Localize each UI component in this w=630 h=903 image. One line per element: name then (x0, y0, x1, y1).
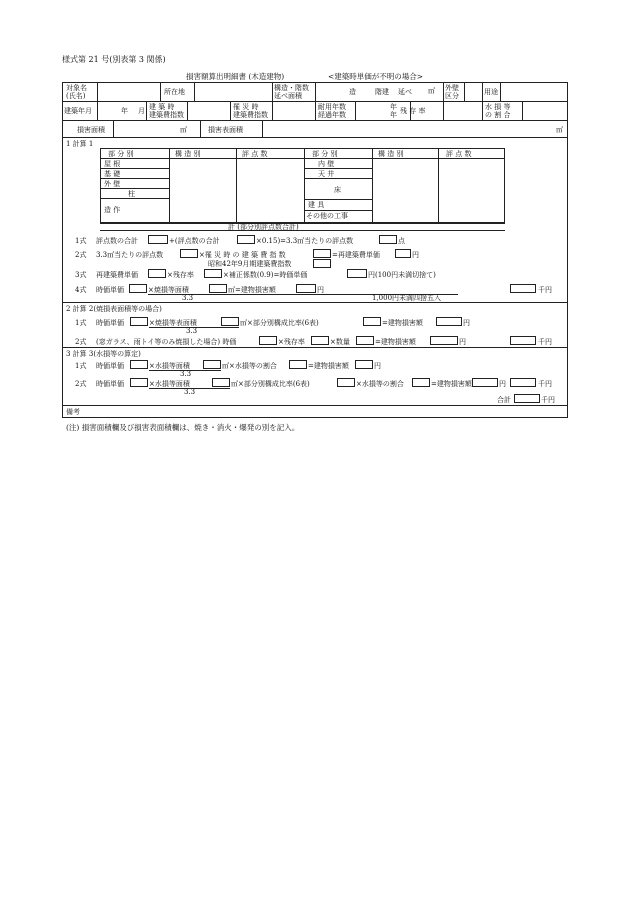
part-floor: 床 (334, 186, 341, 194)
c2-f2-a: (窓ガラス、雨トイ等のみ焼損した場合) 時価 (96, 338, 237, 346)
m2-unit: ㎡ (428, 87, 435, 95)
calc3-heading: 3 計算 3(水損等の算定) (66, 350, 141, 358)
year-label: 年 (121, 107, 128, 115)
input-box[interactable] (204, 269, 222, 278)
damage-area-label: 損害面積 (77, 126, 105, 134)
c3-f1-e: 円 (374, 362, 381, 370)
water-label-2: の 割 合 (485, 111, 511, 119)
input-box[interactable] (209, 284, 227, 293)
form-number: 様式第 21 号(別表第 3 関係) (62, 55, 166, 64)
location-label: 所在地 (164, 88, 185, 96)
input-box[interactable] (313, 259, 331, 268)
c1-f3-b: ×残存率 (167, 271, 194, 279)
part-roof: 屋 根 (104, 160, 121, 168)
structure-label: 構造・階数 (274, 84, 309, 92)
c3-f2-e: =建物損害額 (431, 380, 472, 388)
input-box[interactable] (347, 269, 367, 278)
calc2-heading: 2 計算 2(焼損表面積等の場合) (66, 305, 162, 313)
input-box[interactable] (130, 360, 148, 369)
c1-f1-d: 点 (398, 237, 405, 245)
c1-f2-d: 円 (412, 251, 419, 259)
input-box[interactable] (412, 378, 430, 387)
input-box[interactable] (130, 317, 148, 326)
sum-label: 合計 (497, 396, 511, 404)
c1-f1-c: ×0.15)=3.3㎡当たりの評点数 (256, 237, 354, 245)
c1-f2-sub: 昭和42年9月期建築費指数 (208, 260, 292, 268)
c3-f2-no: 2式 (75, 380, 87, 388)
part-door: 建 具 (308, 201, 325, 209)
c3-f2-a: 時価単価 (96, 380, 124, 388)
part-outer-wall: 外 壁 (104, 180, 121, 188)
part-ceiling: 天 井 (318, 170, 335, 178)
nobe-label: 延べ (398, 88, 412, 96)
water-label: 水 損 等 (485, 103, 511, 111)
c1-f2-a: 3.3㎡当たりの評点数 (96, 251, 164, 259)
c1-f4-round: 1,000円未満四捨五入 (372, 294, 442, 302)
kai-label: 階建 (375, 88, 389, 96)
input-box[interactable] (289, 360, 307, 369)
c2-f1-e: 円 (463, 319, 470, 327)
c3-f2-33: 3.3 (184, 388, 196, 396)
c1-f1-a: 評点数の合計 (96, 237, 138, 245)
m2-unit-b: ㎡ (556, 126, 563, 134)
input-box[interactable] (514, 394, 540, 403)
c3-f1-d: =建物損害額 (308, 362, 349, 370)
owner-label: 対象名 (66, 84, 87, 92)
m2-unit-a: ㎡ (180, 126, 187, 134)
c1-f3-no: 3式 (75, 271, 87, 279)
c1-f4-33: 3.3 (182, 294, 194, 302)
input-box[interactable] (311, 336, 329, 345)
const-index-label-2: 建築費指数 (149, 111, 184, 119)
c1-f4-d: 円 (317, 286, 324, 294)
c1-f4-no: 4式 (75, 286, 87, 294)
c1-f2-b: ×罹 災 時 の 建 築 費 指 数 (199, 251, 286, 259)
input-box[interactable] (221, 317, 239, 326)
input-box[interactable] (313, 249, 331, 258)
month-label: 月 (138, 107, 145, 115)
th-struct-left: 構 造 別 (175, 150, 201, 158)
input-box[interactable] (296, 284, 316, 293)
input-box[interactable] (259, 336, 277, 345)
c1-f1-b: +(評点数の合計 (169, 237, 220, 245)
owner-label-2: (氏名) (66, 92, 86, 100)
c2-f2-sen: 千円 (538, 338, 552, 346)
input-box[interactable] (355, 360, 373, 369)
input-box[interactable] (472, 378, 498, 387)
input-box[interactable] (510, 336, 536, 345)
c3-f2-f: 円 (499, 380, 506, 388)
input-box[interactable] (510, 284, 536, 293)
c2-f2-c: ×数量 (330, 338, 350, 346)
input-box[interactable] (148, 269, 166, 278)
input-box[interactable] (237, 235, 255, 244)
input-box[interactable] (129, 284, 147, 293)
th-part-right: 部 分 別 (312, 150, 338, 158)
c2-f1-no: 1式 (75, 319, 87, 327)
c1-f3-a: 再建築費単価 (96, 271, 138, 279)
c2-f2-b: ×残存率 (278, 338, 305, 346)
input-box[interactable] (180, 249, 198, 258)
c3-f1-no: 1式 (75, 362, 87, 370)
footnote: (注) 損害面積欄及び損害表面積欄は、焼き・消火・爆発の別を記入。 (66, 423, 300, 432)
c3-f2-b: ×水損等面積 (149, 380, 190, 388)
calc1-heading: 1 計算 1 (66, 140, 94, 148)
sum-unit: 千円 (541, 396, 555, 404)
input-box[interactable] (148, 235, 168, 244)
c2-f1-a: 時価単価 (96, 319, 124, 327)
input-box[interactable] (212, 378, 230, 387)
part-pillar: 柱 (128, 190, 135, 198)
outer-wall-label: 外壁 (445, 84, 459, 92)
year-label-3: 年 (390, 111, 397, 119)
c1-f2-c: =再建築費単価 (332, 251, 380, 259)
remarks-label: 備考 (66, 408, 80, 416)
c3-f1-c: ㎡×水損等の割合 (222, 362, 277, 370)
input-box[interactable] (430, 336, 458, 345)
parts-table (100, 148, 505, 223)
c3-f2-d: ×水損等の割合 (356, 380, 404, 388)
c3-f2-sen: 千円 (538, 380, 552, 388)
c2-f1-b: ×焼損等表面積 (149, 319, 197, 327)
disaster-index-label: 罹 災 時 (233, 103, 259, 111)
input-box[interactable] (395, 249, 411, 258)
c3-f1-33: 3.3 (180, 370, 192, 378)
c3-f1-a: 時価単価 (96, 362, 124, 370)
input-box[interactable] (130, 378, 148, 387)
total-label: 計 (部分別評点数合計) (228, 223, 299, 231)
disaster-index-label-2: 建築費指数 (233, 111, 268, 119)
th-struct-right: 構 造 別 (378, 150, 404, 158)
c1-f3-c: ×補正係数(0.9)=時価単価 (223, 271, 308, 279)
life-label-2: 経過年数 (318, 111, 346, 119)
th-part-left: 部 分 別 (108, 150, 134, 158)
input-box[interactable] (510, 378, 536, 387)
th-score-right: 評 点 数 (446, 150, 472, 158)
c2-f2-e: 円 (459, 338, 466, 346)
c1-f3-d: 円(100円未満切捨て) (368, 271, 436, 279)
c2-f1-c: ㎡×部分別構成比率(6表) (240, 319, 319, 327)
c3-f1-b: ×水損等面積 (149, 362, 190, 370)
c1-f2-no: 2式 (75, 251, 87, 259)
c2-f2-d: =建物損害額 (375, 338, 416, 346)
life-label: 耐用年数 (318, 103, 346, 111)
built-label: 建築年月 (64, 107, 92, 115)
part-foundation: 基 礎 (104, 170, 121, 178)
c1-f4-a: 時価単価 (96, 286, 124, 294)
const-index-label: 建 築 時 (149, 103, 175, 111)
usage-label: 用途 (484, 88, 498, 96)
c3-f2-c: ㎡×部分別構成比率(6表) (231, 380, 310, 388)
part-fixture: 造 作 (104, 206, 121, 214)
c1-f1-no: 1式 (75, 237, 87, 245)
part-other: その他の工事 (306, 212, 348, 220)
input-box[interactable] (203, 360, 221, 369)
form-title: 損害額算出明細書 (木造建物) (186, 72, 285, 81)
structure-label-2: 延べ面積 (274, 92, 302, 100)
year-label-2: 年 (390, 103, 397, 111)
input-box[interactable] (356, 336, 374, 345)
input-box[interactable] (379, 235, 397, 244)
c1-f4-sen: 千円 (538, 286, 552, 294)
zo-label: 造 (349, 88, 356, 96)
residual-label: 残 存 率 (400, 107, 426, 115)
part-inner-wall: 内 壁 (318, 160, 335, 168)
input-box[interactable] (436, 317, 462, 326)
th-score-left: 評 点 数 (242, 150, 268, 158)
c1-f4-b: ×焼損等面積 (148, 286, 189, 294)
title-note: <建築時単価が不明の場合> (328, 72, 424, 81)
outer-wall-label-2: 区分 (445, 92, 459, 100)
input-box[interactable] (363, 317, 381, 326)
c2-f1-d: =建物損害額 (382, 319, 423, 327)
damage-surface-label: 損害表面積 (208, 126, 243, 134)
input-box[interactable] (337, 378, 355, 387)
c2-f2-no: 2式 (75, 338, 87, 346)
c1-f4-c: ㎡=建物損害額 (228, 286, 276, 294)
c2-f1-33: 3.3 (186, 327, 198, 335)
